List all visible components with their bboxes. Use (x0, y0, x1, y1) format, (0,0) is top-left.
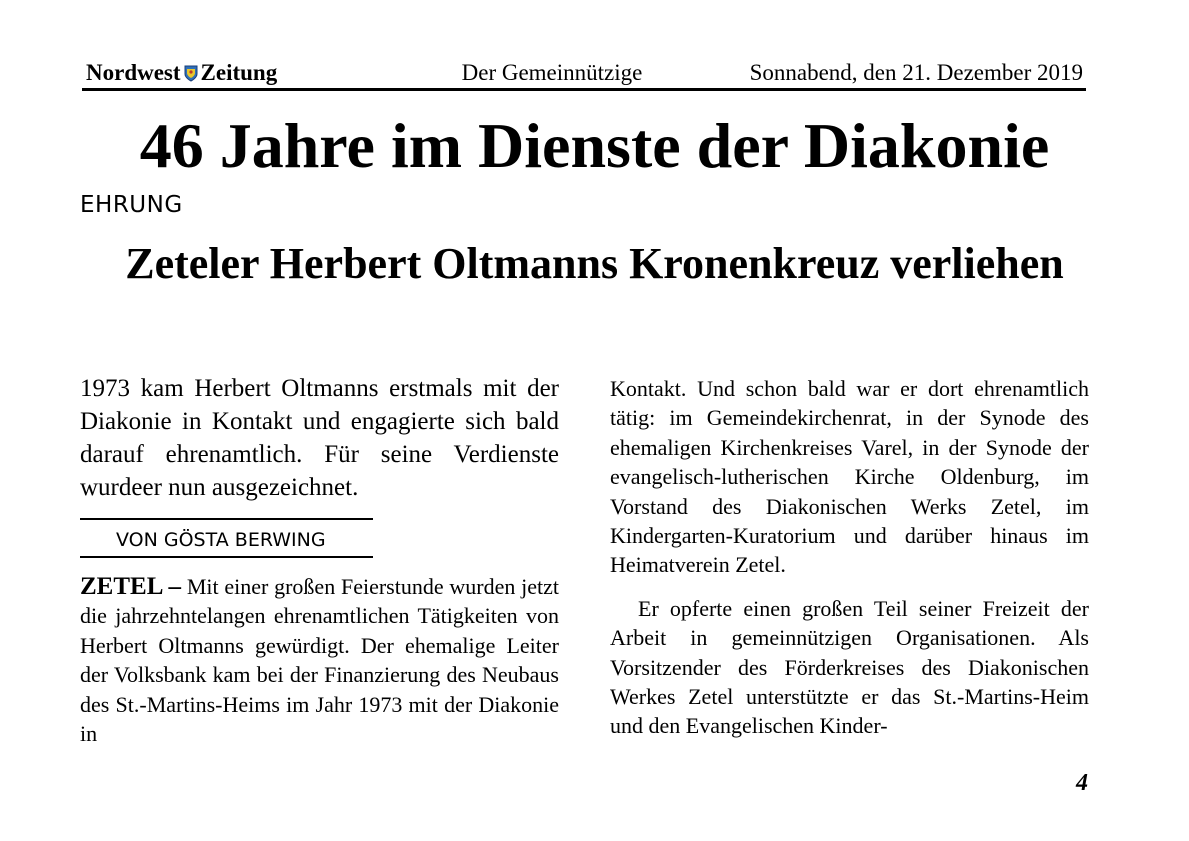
article-column-left (80, 372, 559, 748)
brand-left-text: Nordwest (86, 60, 181, 85)
teaser (80, 372, 559, 504)
body-text-left: Mit einer großen Feierstunde wurden jetzt die jahrzehntelangen ehrenamtlichen Tätigkeiten von Herbert Oltmanns gewürdigt. Der ehemalige Leiter der Volksbank kam bei der Finanzierung des Neubaus des St.-Martins-Heims im Jahr 1973 mit der Diakonie in (80, 574, 560, 747)
masthead (82, 58, 1086, 91)
article-column-right (610, 374, 1089, 741)
section-name: Der Gemeinnützige (461, 60, 643, 85)
kicker: EHRUNG (80, 192, 183, 218)
issue-date: Sonnabend, den 21. Dezember 2019 (749, 60, 1083, 85)
teaser-text: 1973 kam Herbert Oltmanns erstmals mit der Diakonie in Kontakt und engagierte sich bald darauf ehrenamtlich. Für seine Verdienste wurdeer nun ausgezeichnet. (80, 375, 559, 501)
byline: VON GÖSTA BERWING (80, 518, 373, 558)
newspaper-logo (86, 58, 277, 88)
headline: 46 Jahre im Dienste der Diakonie (139, 110, 1050, 181)
coat-of-arms-icon (184, 60, 198, 77)
body-paragraph-1 (80, 572, 559, 748)
body-paragraph-2: Kontakt. Und schon bald war er dort ehrenamtlich tätig: im Gemeindekirchenrat, in der Synode des ehemaligen Kirchenkreises Varel, in der Synode der evangelisch-lutherischen Kirche Oldenburg, im Vorstand des Diakonischen Werks Zetel, im Kindergarten-Kuratorium und darüber hinaus im Heimatverein Zetel. (610, 376, 1089, 578)
page-number: 4 (1076, 770, 1088, 796)
dateline: ZETEL – (80, 573, 182, 600)
body-paragraph-3: Er opferte einen großen Teil seiner Freizeit der Arbeit in gemeinnützigen Organisationen. Als Vorsitzender des Förderkreises des Diakonischen Werkes Zetel unterstützte er das St.-Martins-Heim und den Evangelischen Kinder- (610, 595, 1089, 739)
subhead: Zeteler Herbert Oltmanns Kronenkreuz verliehen (125, 239, 1064, 288)
brand-right-text: Zeitung (200, 60, 278, 85)
